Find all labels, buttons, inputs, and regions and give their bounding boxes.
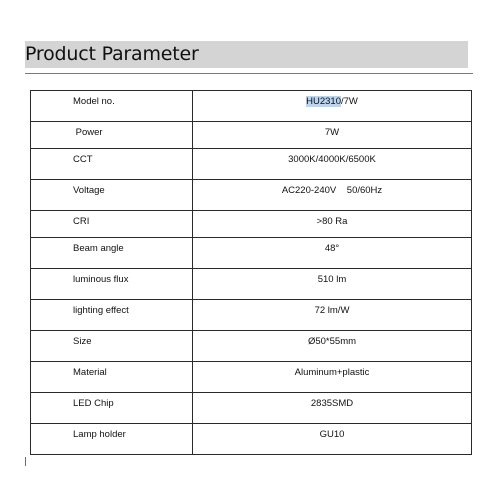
table-row-size	[31, 331, 472, 362]
param-label: CRI	[31, 211, 193, 238]
param-value: GU10	[193, 424, 472, 455]
param-label: Beam angle	[31, 238, 193, 269]
param-value: 3000K/4000K/6500K	[193, 149, 472, 180]
param-value: 72 lm/W	[193, 300, 472, 331]
title-banner	[25, 41, 468, 68]
param-label: Size	[31, 331, 193, 362]
param-value: 48°	[193, 238, 472, 269]
param-value-suffix: /7W	[340, 96, 358, 107]
param-value: 2835SMD	[193, 393, 472, 424]
param-label: Lamp holder	[31, 424, 193, 455]
table-row-beam-angle	[31, 238, 472, 269]
table-row-lamp-holder	[31, 424, 472, 455]
table-row-material	[31, 362, 472, 393]
param-value: 510 lm	[193, 269, 472, 300]
param-label: luminous flux	[31, 269, 193, 300]
param-label: Model no.	[31, 91, 193, 122]
table-row-model	[31, 91, 472, 122]
table-row-cri	[31, 211, 472, 238]
table-row-lighting-effect	[31, 300, 472, 331]
param-label: Power	[31, 122, 193, 149]
selected-text[interactable]: HU2310	[306, 96, 341, 107]
param-value: AC220-240V 50/60Hz	[193, 180, 472, 211]
param-label: Material	[31, 362, 193, 393]
param-label: Voltage	[31, 180, 193, 211]
table-row-luminous-flux	[31, 269, 472, 300]
param-value: 7W	[193, 122, 472, 149]
param-value: >80 Ra	[193, 211, 472, 238]
text-cursor	[25, 457, 26, 466]
param-value: Aluminum+plastic	[193, 362, 472, 393]
table-row-voltage	[31, 180, 472, 211]
param-value: Ø50*55mm	[193, 331, 472, 362]
parameter-table	[30, 90, 472, 455]
table-row-led-chip	[31, 393, 472, 424]
param-value-model[interactable]	[193, 91, 472, 122]
table-row-power	[31, 122, 472, 149]
table-row-cct	[31, 149, 472, 180]
page-title: Product Parameter	[25, 43, 199, 65]
title-divider	[25, 73, 473, 74]
param-label: LED Chip	[31, 393, 193, 424]
param-label: lighting effect	[31, 300, 193, 331]
param-label: CCT	[31, 149, 193, 180]
